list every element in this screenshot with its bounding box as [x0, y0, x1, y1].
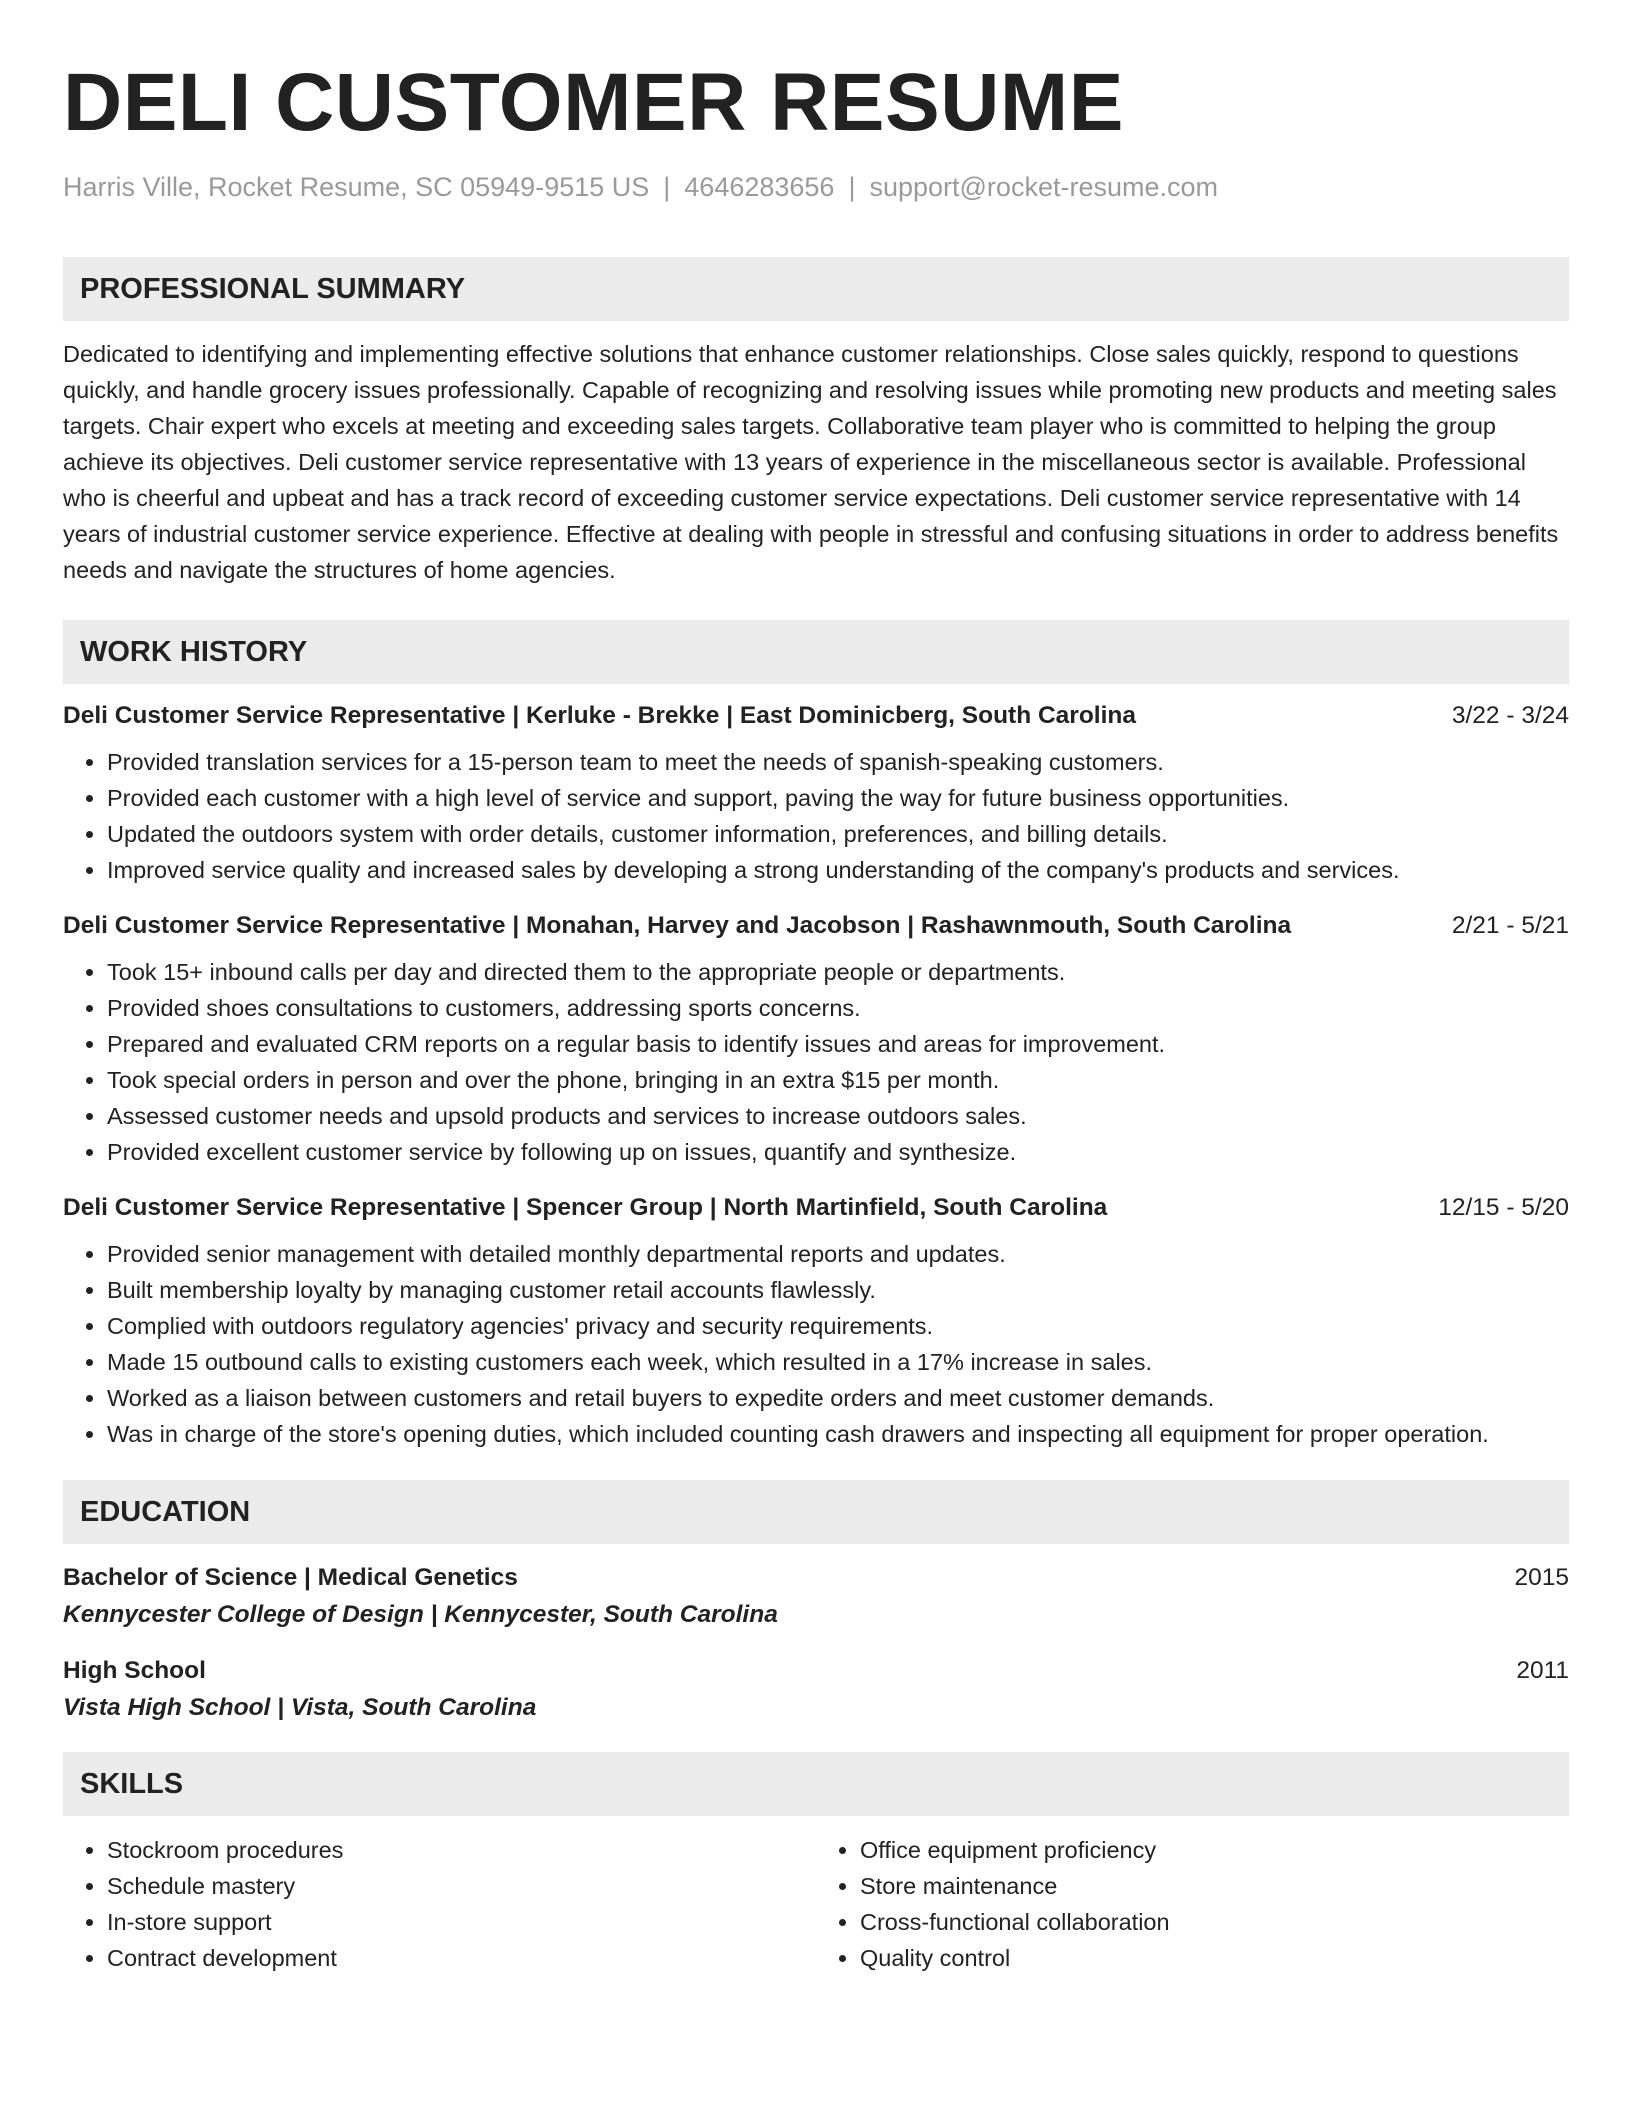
contact-separator: | — [848, 172, 856, 202]
job-bullets — [63, 744, 1569, 888]
job-bullet: • Provided shoes consultations to customers, addressing sports concerns. — [107, 990, 1569, 1026]
job-bullet: • Worked as a liaison between customers and retail buyers to expedite orders and meet customer demands. — [107, 1380, 1569, 1416]
skill-item: • In-store support — [107, 1904, 816, 1940]
job-heading: Deli Customer Service Representative | Kerluke - Brekke | East Dominicberg, South Carolina — [63, 702, 1137, 729]
skill-item: • Stockroom procedures — [107, 1832, 816, 1868]
job-bullets — [63, 1236, 1569, 1452]
job-entry — [63, 1194, 1569, 1452]
skills-column-right — [816, 1832, 1569, 1976]
job-bullet: • Provided translation services for a 15-person team to meet the needs of spanish-speaking customers. — [107, 744, 1569, 780]
job-bullets — [63, 954, 1569, 1170]
summary-text: Dedicated to identifying and implementing effective solutions that enhance customer relationships. Close sales quickly, respond to questions quickly, and handle grocery issues professionally. Capable of recognizing and resolving issues while promoting new products and meeting sales targets. Chair expert who excels at meeting and exceeding sales targets. Collaborative team player who is committed to helping the group achieve its objectives. Deli customer service representative with 13 years of experience in the miscellaneous sector is available. Professional who is cheerful and upbeat and has a track record of exceeding customer service expectations. Deli customer service representative with 14 years of industrial customer service experience. Effective at dealing with people in stressful and confusing situations in order to address benefits needs and navigate the structures of home agencies. — [63, 341, 1559, 583]
job-bullet: • Was in charge of the store's opening duties, which included counting cash drawers and inspecting all equipment for proper operation. — [107, 1416, 1569, 1452]
contact-address: Harris Ville, Rocket Resume, SC 05949-9515 US — [63, 172, 650, 202]
job-bullet: • Provided senior management with detailed monthly departmental reports and updates. — [107, 1236, 1569, 1272]
job-bullet: • Made 15 outbound calls to existing customers each week, which resulted in a 17% increase in sales. — [107, 1344, 1569, 1380]
section-heading-education: EDUCATION — [63, 1480, 1569, 1544]
skill-item: • Cross-functional collaboration — [860, 1904, 1569, 1940]
skill-item: • Store maintenance — [860, 1868, 1569, 1904]
job-heading: Deli Customer Service Representative | Spencer Group | North Martinfield, South Carolina — [63, 1194, 1108, 1221]
job-dates: 3/22 - 3/24 — [1451, 702, 1569, 729]
job-bullet: • Took 15+ inbound calls per day and directed them to the appropriate people or departments. — [107, 954, 1569, 990]
resume-title: DELI CUSTOMER RESUME — [63, 57, 1124, 148]
job-bullet: • Assessed customer needs and upsold products and services to increase outdoors sales. — [107, 1098, 1569, 1134]
work-history-list — [63, 702, 1569, 1452]
skills-list — [63, 1832, 1569, 1976]
skill-item: • Contract development — [107, 1940, 816, 1976]
job-bullet: • Improved service quality and increased sales by developing a strong understanding of the company's products and services. — [107, 852, 1569, 888]
skill-item: • Quality control — [860, 1940, 1569, 1976]
section-heading-summary: PROFESSIONAL SUMMARY — [63, 257, 1569, 321]
job-bullet: • Built membership loyalty by managing customer retail accounts flawlessly. — [107, 1272, 1569, 1308]
education-entry — [63, 1564, 1569, 1629]
education-year: 2011 — [1516, 1657, 1569, 1684]
job-bullet: • Prepared and evaluated CRM reports on a regular basis to identify issues and areas for improvement. — [107, 1026, 1569, 1062]
job-dates: 12/15 - 5/20 — [1438, 1194, 1569, 1221]
education-school: Kennycester College of Design | Kennycester, South Carolina — [63, 1601, 778, 1628]
education-entry — [63, 1657, 1569, 1722]
section-heading-work: WORK HISTORY — [63, 620, 1569, 684]
job-bullet: • Took special orders in person and over the phone, bringing in an extra $15 per month. — [107, 1062, 1569, 1098]
job-bullet: • Complied with outdoors regulatory agencies' privacy and security requirements. — [107, 1308, 1569, 1344]
education-school: Vista High School | Vista, South Carolina — [63, 1694, 537, 1721]
contact-line — [63, 172, 1569, 203]
job-bullet: • Provided excellent customer service by following up on issues, quantify and synthesize. — [107, 1134, 1569, 1170]
job-bullet: • Updated the outdoors system with order details, customer information, preferences, and billing details. — [107, 816, 1569, 852]
job-heading: Deli Customer Service Representative | Monahan, Harvey and Jacobson | Rashawnmouth, South Carolina — [63, 912, 1292, 939]
contact-separator: | — [663, 172, 671, 202]
education-degree: Bachelor of Science | Medical Genetics — [63, 1564, 518, 1591]
job-entry — [63, 702, 1569, 888]
skills-column-left — [63, 1832, 816, 1976]
job-entry — [63, 912, 1569, 1170]
skill-item: • Schedule mastery — [107, 1868, 816, 1904]
job-bullet: • Provided each customer with a high level of service and support, paving the way for future business opportunities. — [107, 780, 1569, 816]
contact-phone: 4646283656 — [684, 172, 835, 202]
contact-email: support@rocket-resume.com — [869, 172, 1218, 202]
education-year: 2015 — [1514, 1564, 1569, 1591]
section-heading-skills: SKILLS — [63, 1752, 1569, 1816]
education-degree: High School — [63, 1657, 206, 1684]
job-dates: 2/21 - 5/21 — [1451, 912, 1569, 939]
skill-item: • Office equipment proficiency — [860, 1832, 1569, 1868]
